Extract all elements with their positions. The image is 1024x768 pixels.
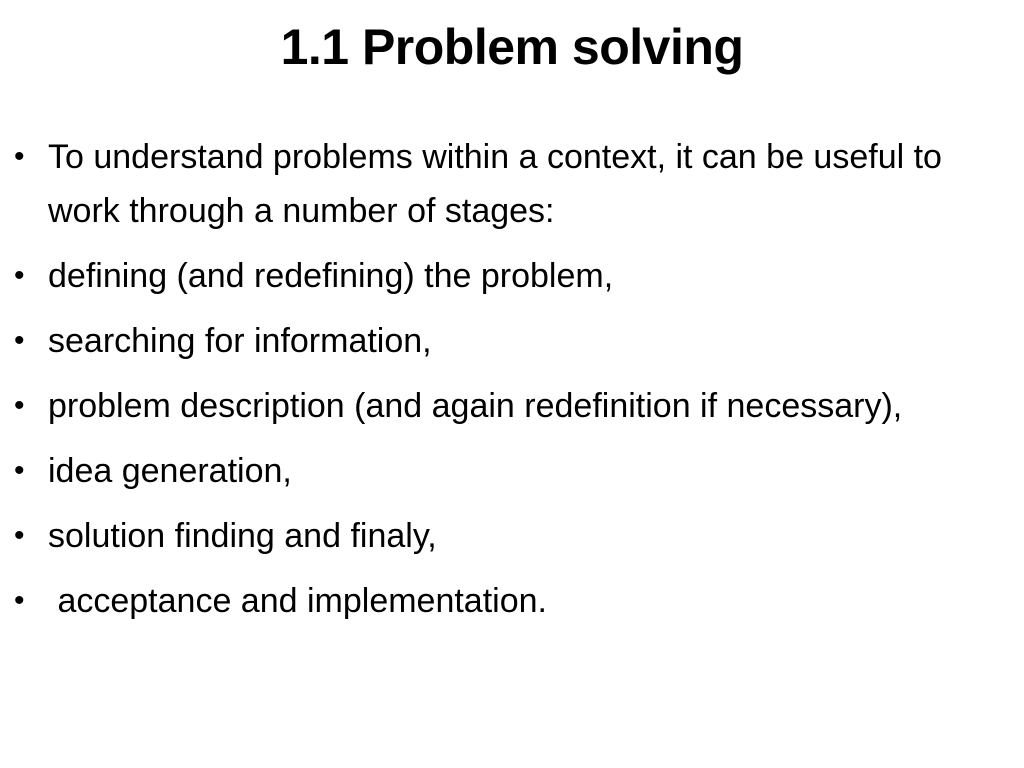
bullet-text-defining: defining (and redefining) the problem,: [48, 257, 614, 295]
bullet-text-understand-problems: To understand problems within a context, it can be useful to work through a number of stages:: [48, 138, 952, 230]
bullet-icon: •: [14, 584, 25, 617]
list-item: [10, 444, 970, 498]
bullet-icon: •: [14, 324, 25, 357]
list-item: [10, 130, 970, 238]
bullet-text-idea-generation: idea generation,: [48, 452, 292, 490]
bullet-text-solution-finding: solution finding and finaly,: [48, 517, 437, 555]
bullet-icon: •: [14, 140, 25, 173]
list-item: [10, 509, 970, 563]
list-item: [10, 574, 970, 628]
list-item: [10, 314, 970, 368]
bullet-text-searching: searching for information,: [48, 322, 432, 360]
bullet-text-problem-description: problem description (and again redefinition if necessary),: [48, 387, 903, 425]
list-item: [10, 379, 970, 433]
list-item: [10, 249, 970, 303]
bullet-icon: •: [14, 454, 25, 487]
bullet-icon: •: [14, 519, 25, 552]
bullet-icon: •: [14, 259, 25, 292]
slide-title: 1.1 Problem solving: [280, 19, 744, 75]
bullet-icon: •: [14, 389, 25, 422]
bullet-text-acceptance: acceptance and implementation.: [48, 582, 547, 620]
bullet-list: [10, 130, 970, 628]
